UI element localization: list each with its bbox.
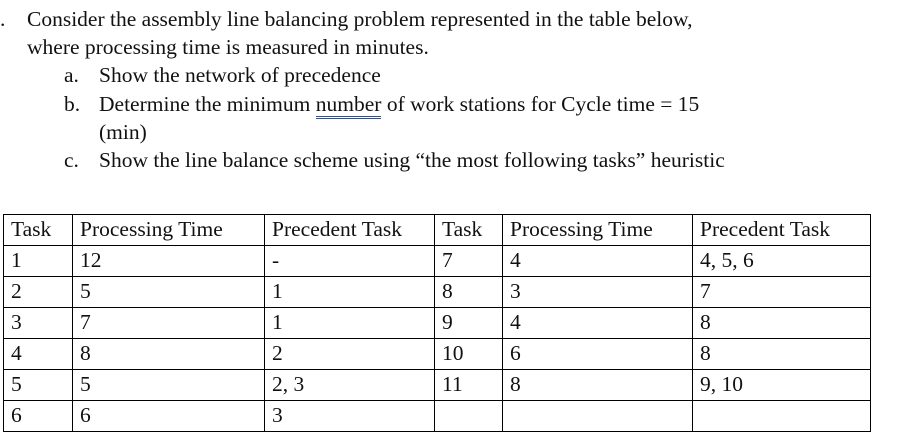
table-cell: 7	[693, 277, 871, 308]
table-cell: 3	[265, 401, 435, 432]
table-cell: 3	[503, 277, 693, 308]
table-cell: 1	[265, 277, 435, 308]
item-b-text-line2: (min)	[99, 120, 147, 144]
table-row	[4, 370, 871, 401]
table-cell	[503, 401, 693, 432]
table-cell: 4	[4, 339, 73, 370]
table-cell: 5	[73, 277, 265, 308]
item-c-text: Show the line balance scheme using “the most following tasks” heuristic	[99, 148, 725, 172]
table-cell: 5	[4, 370, 73, 401]
table-row	[4, 339, 871, 370]
question-number: .	[0, 7, 6, 31]
table-cell: 7	[73, 308, 265, 339]
table-cell: 8	[73, 339, 265, 370]
question-intro-line1: Consider the assembly line balancing problem represented in the table below,	[27, 7, 693, 31]
table-cell: 2	[265, 339, 435, 370]
table-row	[4, 308, 871, 339]
table-cell: 6	[4, 401, 73, 432]
table-cell: 4, 5, 6	[693, 246, 871, 277]
header-task: Task	[4, 215, 73, 246]
header-processing-time: Processing Time	[73, 215, 265, 246]
table-row	[4, 277, 871, 308]
table-cell: 1	[4, 246, 73, 277]
header-task-2: Task	[435, 215, 503, 246]
item-b-underlined-word: number	[316, 92, 382, 119]
table-cell: 2, 3	[265, 370, 435, 401]
table-cell: 2	[4, 277, 73, 308]
table-cell: 3	[4, 308, 73, 339]
table-cell: 8	[435, 277, 503, 308]
table-cell: 10	[435, 339, 503, 370]
table-header-row	[4, 215, 871, 246]
item-a-marker: a.	[64, 63, 79, 87]
table-cell: 6	[503, 339, 693, 370]
table-cell: 5	[73, 370, 265, 401]
item-a-text: Show the network of precedence	[99, 63, 381, 87]
table-row	[4, 401, 871, 432]
precedence-table	[3, 214, 871, 432]
table-cell	[693, 401, 871, 432]
header-precedent-task-2: Precedent Task	[693, 215, 871, 246]
table-cell: 1	[265, 308, 435, 339]
table-cell: 11	[435, 370, 503, 401]
item-c-marker: c.	[64, 148, 79, 172]
table-cell: 8	[693, 339, 871, 370]
item-b-text-before: Determine the minimum	[99, 92, 316, 116]
table-cell: 12	[73, 246, 265, 277]
table-cell: 8	[693, 308, 871, 339]
table-cell: 4	[503, 308, 693, 339]
item-b-text	[99, 91, 699, 117]
question-intro-line2: where processing time is measured in minutes.	[27, 35, 429, 59]
table-cell: 6	[73, 401, 265, 432]
table-cell: 9	[435, 308, 503, 339]
table-cell: 7	[435, 246, 503, 277]
table-cell	[435, 401, 503, 432]
table-cell: 8	[503, 370, 693, 401]
table-row	[4, 246, 871, 277]
table-cell: 9, 10	[693, 370, 871, 401]
table-cell: 4	[503, 246, 693, 277]
item-b-marker: b.	[64, 92, 81, 116]
item-b-text-after: of work stations for Cycle time = 15	[381, 92, 700, 116]
header-processing-time-2: Processing Time	[503, 215, 693, 246]
table-cell: -	[265, 246, 435, 277]
header-precedent-task: Precedent Task	[265, 215, 435, 246]
